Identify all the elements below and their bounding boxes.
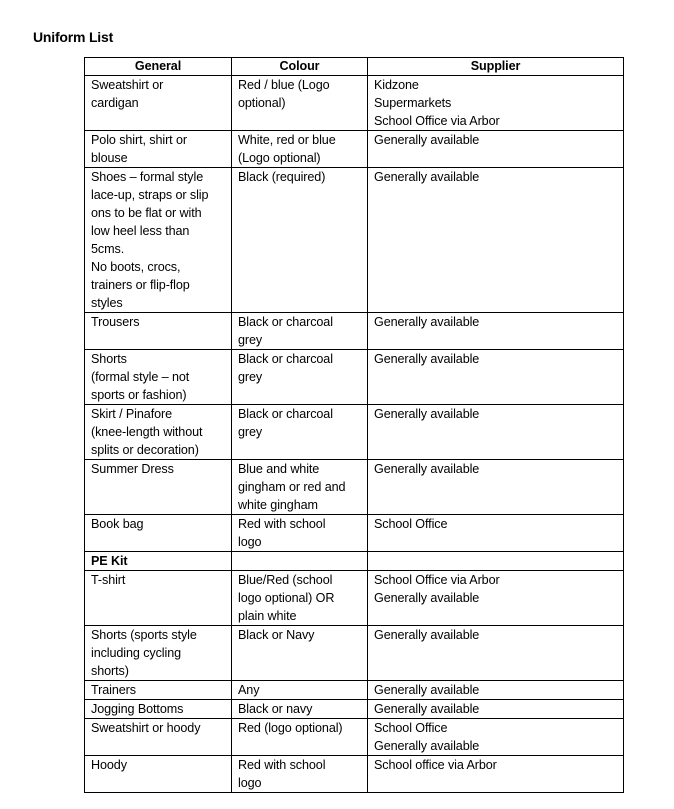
item-cell	[85, 168, 232, 313]
cell-text-line: Generally available	[374, 591, 480, 605]
cell-text-line: ons to be flat or with	[91, 206, 202, 220]
cell-text-line: blouse	[91, 151, 128, 165]
cell-text-line: School office via Arbor	[374, 758, 497, 772]
supplier-cell	[368, 552, 624, 571]
colour-cell	[232, 168, 368, 313]
cell-text-line: optional)	[238, 96, 286, 110]
item-cell	[85, 756, 232, 793]
cell-text-line: Trainers	[91, 683, 136, 697]
table-row	[85, 719, 624, 756]
table-row	[85, 313, 624, 350]
colour-cell	[232, 719, 368, 756]
supplier-cell	[368, 350, 624, 405]
table-row	[85, 571, 624, 626]
cell-text-line: School Office	[374, 517, 448, 531]
supplier-cell	[368, 681, 624, 700]
item-cell	[85, 681, 232, 700]
colour-cell	[232, 405, 368, 460]
table-header-row	[85, 58, 624, 76]
table-row	[85, 131, 624, 168]
header-colour: Colour	[232, 58, 368, 76]
cell-text-line: gingham or red and	[238, 480, 346, 494]
supplier-cell	[368, 515, 624, 552]
cell-text-line: Trousers	[91, 315, 140, 329]
colour-cell	[232, 350, 368, 405]
supplier-cell	[368, 76, 624, 131]
cell-text-line: trainers or flip-flop	[91, 278, 190, 292]
supplier-cell	[368, 131, 624, 168]
colour-cell	[232, 571, 368, 626]
cell-text-line: No boots, crocs,	[91, 260, 181, 274]
cell-text-line: Kidzone	[374, 78, 419, 92]
cell-text-line: Shoes – formal style	[91, 170, 204, 184]
supplier-cell	[368, 756, 624, 793]
cell-text-line: White, red or blue	[238, 133, 336, 147]
table-row	[85, 626, 624, 681]
cell-text-line: Black (required)	[238, 170, 326, 184]
cell-text-line: grey	[238, 370, 263, 384]
cell-text-line: Red with school	[238, 758, 326, 772]
cell-text-line: plain white	[238, 609, 297, 623]
cell-text-line: Summer Dress	[91, 462, 174, 476]
cell-text-line: PE Kit	[91, 554, 128, 568]
colour-cell	[232, 76, 368, 131]
cell-text-line: styles	[91, 296, 123, 310]
cell-text-line: Red (logo optional)	[238, 721, 343, 735]
cell-text-line: grey	[238, 425, 263, 439]
supplier-cell	[368, 168, 624, 313]
table-row	[85, 756, 624, 793]
cell-text-line: white gingham	[238, 498, 318, 512]
cell-text-line: Generally available	[374, 133, 480, 147]
cell-text-line: Generally available	[374, 170, 480, 184]
supplier-cell	[368, 700, 624, 719]
cell-text-line: Generally available	[374, 315, 480, 329]
cell-text-line: splits or decoration)	[91, 443, 199, 457]
supplier-cell	[368, 405, 624, 460]
cell-text-line: low heel less than	[91, 224, 190, 238]
table-row	[85, 681, 624, 700]
table-row	[85, 168, 624, 313]
cell-text-line: Skirt / Pinafore	[91, 407, 172, 421]
cell-text-line: including cycling	[91, 646, 182, 660]
supplier-cell	[368, 313, 624, 350]
cell-text-line: Black or Navy	[238, 628, 315, 642]
cell-text-line: (formal style – not	[91, 370, 190, 384]
cell-text-line: logo optional) OR	[238, 591, 335, 605]
cell-text-line: cardigan	[91, 96, 139, 110]
cell-text-line: 5cms.	[91, 242, 125, 256]
item-cell	[85, 313, 232, 350]
colour-cell	[232, 756, 368, 793]
cell-text-line: Generally available	[374, 739, 480, 753]
colour-cell	[232, 700, 368, 719]
table-row	[85, 552, 624, 571]
supplier-cell	[368, 719, 624, 756]
cell-text-line: T-shirt	[91, 573, 126, 587]
colour-cell	[232, 131, 368, 168]
item-cell	[85, 350, 232, 405]
cell-text-line: Black or charcoal	[238, 315, 333, 329]
item-cell	[85, 552, 232, 571]
cell-text-line: Sweatshirt or hoody	[91, 721, 201, 735]
supplier-cell	[368, 571, 624, 626]
cell-text-line: Black or charcoal	[238, 352, 333, 366]
cell-text-line: Generally available	[374, 702, 480, 716]
cell-text-line: Generally available	[374, 683, 480, 697]
cell-text-line: Generally available	[374, 462, 480, 476]
item-cell	[85, 571, 232, 626]
supplier-cell	[368, 626, 624, 681]
cell-text-line: Shorts	[91, 352, 127, 366]
item-cell	[85, 460, 232, 515]
colour-cell	[232, 460, 368, 515]
table-row	[85, 515, 624, 552]
item-cell	[85, 719, 232, 756]
header-supplier: Supplier	[368, 58, 624, 76]
cell-text-line: School Office via Arbor	[374, 114, 500, 128]
table-row	[85, 460, 624, 515]
colour-cell	[232, 313, 368, 350]
cell-text-line: Polo shirt, shirt or	[91, 133, 187, 147]
page-title: Uniform List	[33, 29, 114, 45]
cell-text-line: Black or navy	[238, 702, 313, 716]
item-cell	[85, 76, 232, 131]
cell-text-line: Book bag	[91, 517, 144, 531]
colour-cell	[232, 681, 368, 700]
cell-text-line: Sweatshirt or	[91, 78, 164, 92]
table-row	[85, 76, 624, 131]
cell-text-line: Shorts (sports style	[91, 628, 197, 642]
cell-text-line: School Office via Arbor	[374, 573, 500, 587]
cell-text-line: Generally available	[374, 352, 480, 366]
cell-text-line: grey	[238, 333, 263, 347]
cell-text-line: Blue/Red (school	[238, 573, 333, 587]
cell-text-line: Any	[238, 683, 260, 697]
table-row	[85, 405, 624, 460]
item-cell	[85, 131, 232, 168]
item-cell	[85, 626, 232, 681]
item-cell	[85, 405, 232, 460]
supplier-cell	[368, 460, 624, 515]
colour-cell	[232, 552, 368, 571]
cell-text-line: Black or charcoal	[238, 407, 333, 421]
colour-cell	[232, 515, 368, 552]
cell-text-line: lace-up, straps or slip	[91, 188, 209, 202]
item-cell	[85, 700, 232, 719]
cell-text-line: Hoody	[91, 758, 127, 772]
header-general: General	[85, 58, 232, 76]
table-row	[85, 350, 624, 405]
cell-text-line: (Logo optional)	[238, 151, 321, 165]
table-row	[85, 700, 624, 719]
colour-cell	[232, 626, 368, 681]
cell-text-line: (knee-length without	[91, 425, 203, 439]
cell-text-line: Red / blue (Logo	[238, 78, 330, 92]
cell-text-line: logo	[238, 776, 262, 790]
item-cell	[85, 515, 232, 552]
cell-text-line: Red with school	[238, 517, 326, 531]
cell-text-line: Supermarkets	[374, 96, 452, 110]
cell-text-line: Generally available	[374, 407, 480, 421]
cell-text-line: Generally available	[374, 628, 480, 642]
cell-text-line: Jogging Bottoms	[91, 702, 184, 716]
cell-text-line: sports or fashion)	[91, 388, 187, 402]
uniform-table	[84, 57, 624, 793]
cell-text-line: School Office	[374, 721, 448, 735]
cell-text-line: shorts)	[91, 664, 129, 678]
cell-text-line: logo	[238, 535, 262, 549]
cell-text-line: Blue and white	[238, 462, 320, 476]
